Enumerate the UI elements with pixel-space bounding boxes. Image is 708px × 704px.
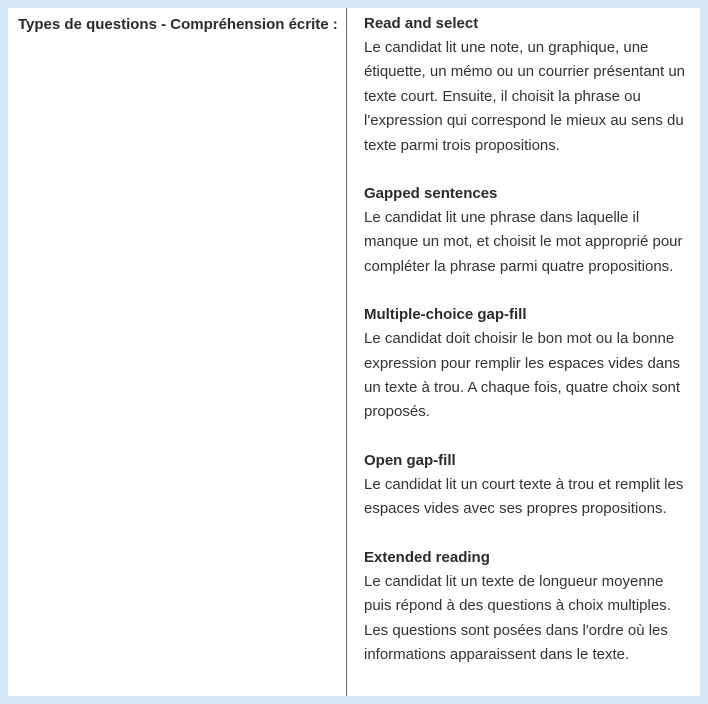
section-description: Le candidat lit une note, un graphique, une étiquette, un mémo ou un courrier présentant un texte court. Ensuite, il choisit la phrase ou l'expression qui correspond le mieux au sens du texte parmi trois propositions. — [364, 39, 686, 154]
section-title: Read and select — [364, 15, 479, 32]
section-description: Le candidat lit un texte de longueur moyenne puis répond à des questions à choix multiples. Les questions sont posées dans l'ordre où les informations apparaissent dans le texte. — [364, 572, 671, 663]
right-column — [364, 12, 694, 691]
section-title: Extended reading — [364, 548, 490, 566]
row-heading: Types de questions - Compréhension écrite : — [18, 16, 338, 33]
left-column — [8, 8, 347, 696]
section-description: Le candidat doit choisir le bon mot ou la bonne expression pour remplir les espaces vides dans un texte à trou. A chaque fois, quatre choix sont proposés. — [364, 330, 681, 421]
section-title: Multiple-choice gap-fill — [364, 306, 527, 324]
question-type-extended-reading — [364, 546, 694, 668]
content-frame — [8, 8, 700, 696]
question-type-gapped-sentences — [364, 182, 694, 279]
section-description: Le candidat lit un court texte à trou et remplit les espaces vides avec ses propres propositions. — [364, 475, 684, 518]
section-title: Gapped sentences — [364, 185, 498, 203]
section-title: Open gap-fill — [364, 451, 456, 469]
question-type-open-gap-fill — [364, 449, 694, 522]
section-description: Le candidat lit une phrase dans laquelle il manque un mot, et choisit le mot approprié pour compléter la phrase parmi quatre propositions. — [364, 209, 683, 275]
question-type-read-and-select — [364, 12, 694, 158]
question-type-multiple-choice-gap-fill — [364, 303, 694, 425]
